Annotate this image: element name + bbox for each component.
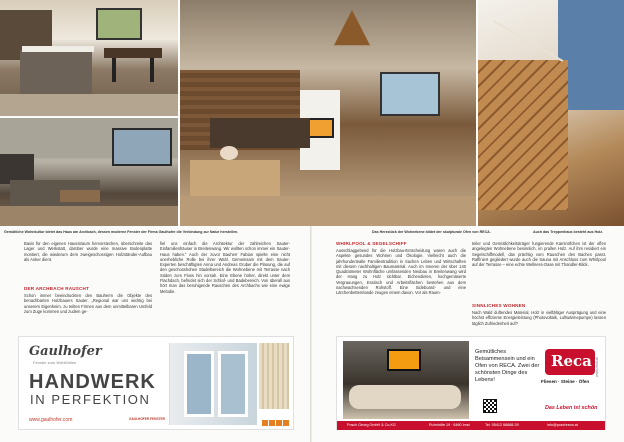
caption-right-2: Auch das Treppenhaus besteht aus Holz. — [533, 230, 604, 234]
kitchen-photo — [0, 0, 178, 116]
right-column-1: Ausschlaggebend für die Holzbau-Entscheidung waren auch die Aspekte gesundes Wohnen und Ökologie. Vielleicht auch die jahrhundertealte Familientradition in Sachen Leben und Wirtschaften mit diesem nachhaltigen Baumaterial. Auch im Inneren der über 140 Quadratmeter Wohnfläche umfassenden Neubau in Breitenwang wird der Hang zu Holz sichtbar. Eichendielen, hochgemäserte Vergrauungen, Esstisch und Arbeitsflächen bestehen aus dem nachwachsenden Rohstoff. Eine Sideboard- und eine Lärchenbetterelande zeugen einem davon. Vor als Raum- — [336, 248, 466, 296]
reca-footer-email[interactable]: info@poschreca.at — [547, 423, 578, 427]
instagram-icon[interactable] — [269, 420, 275, 426]
reca-ad-text: Gemütliches Beisammensein und ein Ofen von RECA. Zwei der schönsten Dinge des Lebens! — [475, 349, 540, 383]
gaulhofer-url[interactable]: www.gaulhofer.com — [29, 417, 73, 423]
caption-left: Gemütliche Wohnkultur bietet das Haus am Archbach, dessen moderne Fenster der Firma Gaulhofer die Verbindung zur Natur herstellen. — [4, 230, 239, 234]
reca-footer-company: Posch Georg GmbH & Co.KG — [347, 423, 396, 427]
right-heading-whirlpool: WHIRLPOOL & SEGELSCHIFF — [336, 241, 407, 246]
reca-vertical-url[interactable]: www.reca.at — [595, 357, 599, 377]
facebook-icon[interactable] — [262, 420, 268, 426]
pinterest-icon[interactable] — [283, 420, 289, 426]
right-column-2b: Nach Wald duftendes Material, Holz in vielfältiger Ausprägung und eine höchst effiziente Energieleistung (Photovoltaik, Luftwärmepumpe) lassen täglich Zufriedenheit auf? — [472, 310, 606, 326]
reca-slogan: Das Leben ist schön — [545, 405, 598, 411]
fireplace-photo — [343, 341, 469, 419]
window-illustration — [169, 343, 257, 425]
caption-right-1: Das Herzstück der Wohnebene bildet der skulpturale Ofen von RECA. — [372, 230, 491, 234]
gaulhofer-headline-1: HANDWERK — [29, 371, 156, 393]
qr-code-icon[interactable] — [483, 399, 497, 413]
stove-photo — [180, 0, 476, 226]
living-room-photo — [0, 118, 178, 226]
right-column-2: teiler und Gemütlichkeitsträger fungierende Kaminöfchen ist der offen angelegten Wohnebene besinnlich, im prallen Holz. Auf ihm residiert ein Segelschiffmodell, das prächtig vom Rauschen des Baches passt. Raffiniert gegliedert wurde auch die Sauna mit Anschluss zum Whirlpool auf der Terrasse – eine echte Wellness-Oase mit Thandler-Blick. — [472, 241, 606, 268]
youtube-icon[interactable] — [276, 420, 282, 426]
stairs-photo — [478, 0, 624, 226]
reca-footer-address: Ruhnhöfe 19 · 6460 Imst — [429, 423, 470, 427]
gaulhofer-ad[interactable] — [18, 336, 294, 430]
gaulhofer-headline-2: IN PERFEKTION — [30, 392, 151, 407]
gaulhofer-badge: GAULHOFER FENSTER — [129, 417, 165, 421]
reca-subline: Fliesen · Steine · Öfen — [541, 379, 590, 384]
reca-logo: Reca — [545, 349, 595, 375]
reca-footer-phone: Tel. 05412 66888-39 — [485, 423, 519, 427]
right-heading-sinnlich: SINNLICHES WOHNEN — [472, 303, 526, 308]
left-column-1b: Schon immer beeindruckten den Bauherrn die Objekte des benachbarten Holzbauers Sauter. „Regional war uns wichtig bei unserem Eigenheim, zu teilten Firmen aus dem unmittelbaren Umfeld zum Zuge kommen und zudem ge- — [24, 293, 152, 314]
reca-ad[interactable] — [336, 336, 606, 430]
gaulhofer-tagline: Fenster zum Wohlfühlen — [33, 360, 77, 365]
gaulhofer-logo: Gaulhofer — [29, 344, 102, 359]
left-column-1: Basis für den eigenen Hausstraum hervorstechen, überschreite das Lager und Werkstatt, darüber wurde eine massive Bodenplatte montiert, die wiederum dem zweigeschossigen Holzständer-Aufbau als Anker dient. — [24, 241, 152, 262]
bamboo-decoration — [259, 343, 289, 409]
left-heading-archbach: DER ARCHBACH RAUSCHT — [24, 286, 90, 291]
left-column-2: fiel uns einfach die Architektur der zahlreichen Sauter-Einfamilienhäuser in Breitenwang. Wir wollten schon immer ein Sauter-Haus haben.“ Auch der zuvor Bauherr Fabian spielte eine nicht unerhebliche Rolle bei ihrer Wahl. Gemeinsam mit dem Sauter-Experten beschäftigten Anna und Andreas Gruber die Planung, die auf den geschosshohen Stadelbereich die Wohnebene mit Terrasse nach Süden zum Fluss hin vorsah. Eine Ebene höher, direkt unter dem Flachdach, befindet sich der Schlaf- und Badebereich. Von überall aus hört man das beruhigende Rauschen des Archbachs wie eine ewige Melodie. — [160, 241, 290, 294]
social-icons — [262, 413, 289, 431]
reca-footer — [337, 421, 605, 430]
